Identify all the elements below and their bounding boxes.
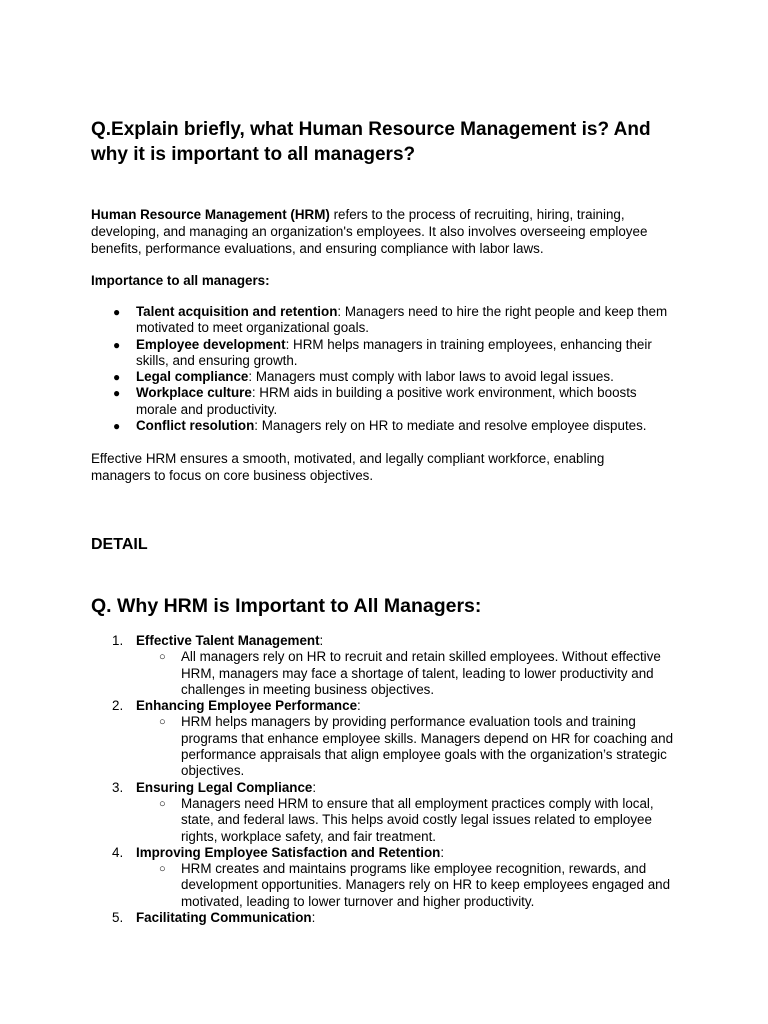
bullet-term: Talent acquisition and retention (136, 304, 338, 319)
list-item (91, 698, 691, 779)
bullet-term: Workplace culture (136, 385, 252, 401)
section2-title: Q. Why HRM is Important to All Managers: (91, 595, 482, 617)
circle-bullet-icon: ○ (159, 716, 166, 729)
bullet-text: : Managers need to hire the right people and keep them motivated to meet organizational goals. (136, 304, 668, 336)
bullet-icon: ● (113, 337, 121, 352)
item-term: Facilitating Communication (136, 910, 312, 926)
item-term: Ensuring Legal Compliance (136, 779, 313, 795)
importance-heading-text: Importance to all managers (91, 273, 266, 288)
list-item (91, 385, 676, 418)
sub-list (136, 649, 691, 698)
detail-heading: DETAIL (91, 536, 148, 553)
importance-list (91, 304, 691, 434)
sub-list (136, 861, 691, 910)
summary-paragraph: Effective HRM ensures a smooth, motivated, and legally compliant workforce, enabling managers to focus on core business objectives. (91, 451, 605, 483)
circle-bullet-icon: ○ (159, 863, 166, 876)
bullet-text: : HRM aids in building a positive work environment, which boosts morale and productivity. (136, 385, 637, 417)
sub-item-text: HRM creates and maintains programs like employee recognition, rewards, and development opportunities. Managers rely on HR to keep employees engaged and motivated, leading to lower turnover and higher productivity. (181, 861, 671, 909)
item-colon: : (311, 910, 316, 926)
circle-bullet-icon: ○ (159, 797, 166, 810)
bullet-term: Conflict resolution (136, 418, 255, 434)
item-colon: : (312, 779, 317, 795)
reasons-list (91, 633, 691, 926)
item-term: Enhancing Employee Performance (136, 698, 358, 714)
list-item (91, 337, 676, 370)
bullet-icon: ● (113, 305, 121, 319)
sub-item-text: HRM helps managers by providing performance evaluation tools and training programs that enhance employee skills. Managers depend on HR for coaching and performance appraisals that align employee goals with the organization’s strategic objectives. (181, 714, 674, 779)
list-item (91, 418, 676, 434)
intro-text: refers to the process of recruiting, hiring, training, developing, and managing an organization's employees. It also involves overseeing employee benefits, performance evaluations, and ensuring compliance with labor laws. (91, 207, 648, 256)
item-colon: : (319, 633, 324, 648)
circle-bullet-icon: ○ (159, 651, 166, 664)
importance-heading (91, 272, 270, 289)
bullet-icon: ● (113, 370, 121, 385)
item-number: 3. (112, 779, 124, 795)
list-item (91, 780, 691, 845)
bullet-text: : Managers must comply with labor laws to avoid legal issues. (248, 369, 614, 385)
item-number: 2. (112, 698, 124, 714)
importance-heading-colon: : (265, 273, 270, 288)
item-number: 4. (112, 844, 124, 860)
bullet-icon: ● (113, 386, 121, 401)
bullet-text: : HRM helps managers in training employees, enhancing their skills, and ensuring growth. (136, 336, 652, 368)
sub-list (136, 796, 691, 845)
item-term: Effective Talent Management (136, 633, 320, 648)
bullet-term: Employee development (136, 336, 286, 352)
list-item (91, 304, 676, 337)
list-item (91, 845, 691, 910)
sub-list-item (136, 714, 681, 779)
sub-list (136, 714, 691, 779)
item-number: 1. (112, 633, 124, 648)
list-item (91, 369, 676, 385)
question-title: Q.Explain briefly, what Human Resource Management is? And why it is important to all managers? (91, 119, 651, 165)
list-item (91, 633, 691, 698)
item-colon: : (357, 698, 361, 714)
intro-term: Human Resource Management (HRM) (91, 207, 330, 222)
list-item (91, 910, 691, 926)
sub-list-item (136, 861, 681, 910)
item-term: Improving Employee Satisfaction and Retention (136, 844, 441, 860)
intro-paragraph (91, 206, 671, 257)
sub-list-item (136, 796, 681, 845)
sub-item-text: All managers rely on HR to recruit and retain skilled employees. Without effective HRM, managers may face a shortage of talent, leading to lower productivity and challenges in meeting business objectives. (181, 649, 661, 697)
bullet-icon: ● (113, 419, 121, 434)
bullet-term: Legal compliance (136, 369, 249, 385)
sub-item-text: Managers need HRM to ensure that all employment practices comply with local, state, and federal laws. This helps avoid costly legal issues related to employee rights, workplace safety, and fair treatment. (181, 795, 654, 844)
item-number: 5. (112, 910, 124, 926)
sub-list-item (136, 649, 681, 698)
item-colon: : (440, 844, 445, 860)
bullet-text: : Managers rely on HR to mediate and resolve employee disputes. (254, 418, 647, 434)
